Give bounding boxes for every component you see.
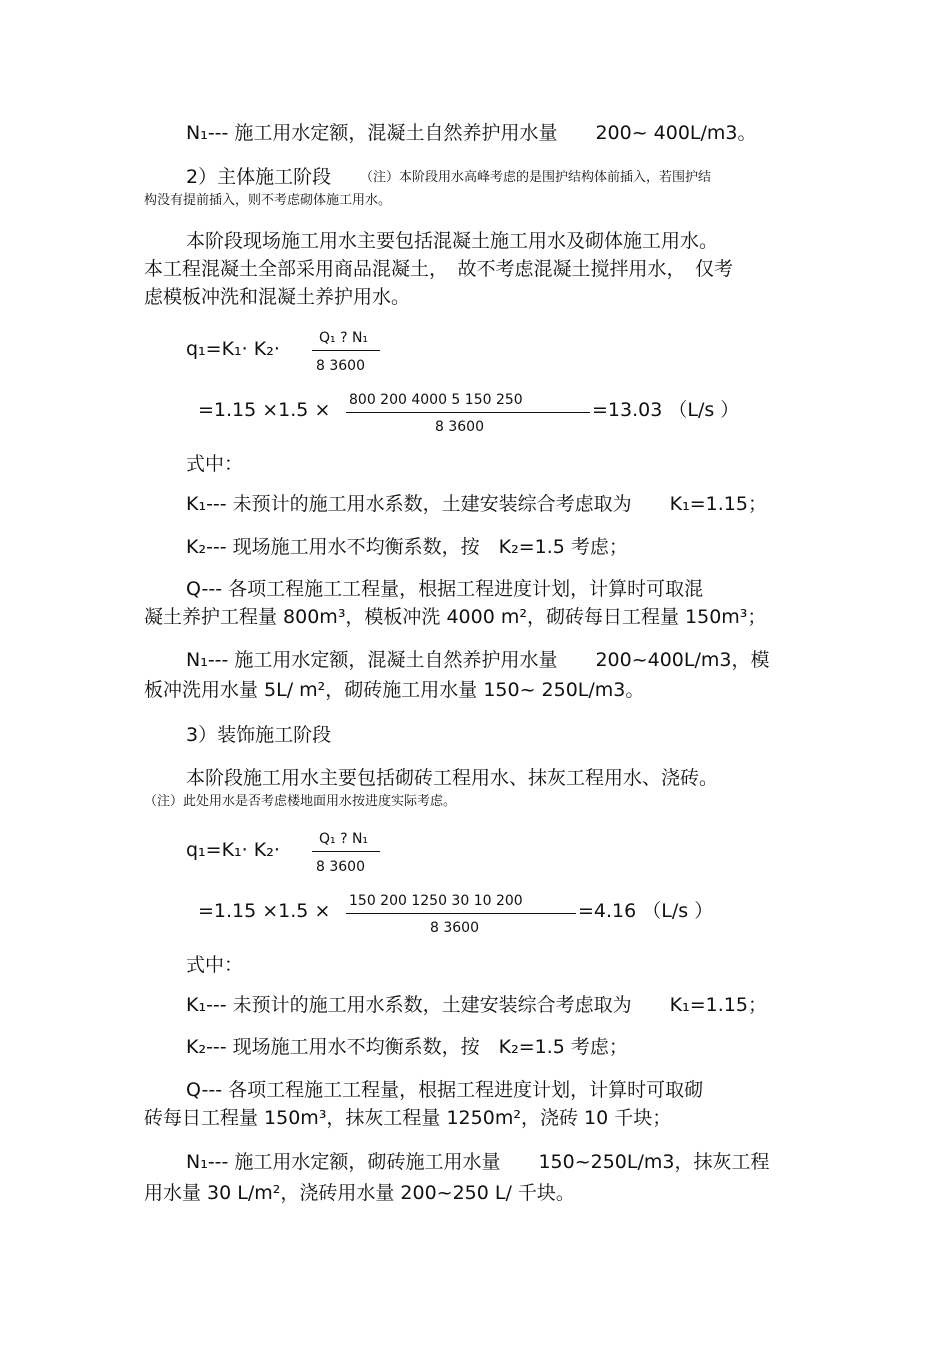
- formula-numerator: Q₁ ? N₁: [319, 831, 369, 847]
- note-text: （注）此处用水是否考虑楼地面用水按进度实际考虑。: [144, 794, 457, 809]
- formula-lhs: q₁=K₁· K₂·: [186, 338, 280, 360]
- paragraph-line: 凝土养护工程量 800m³，模板冲洗 4000 m²，砌砖每日工程量 150m³；: [144, 606, 767, 628]
- formula-numerator: 150 200 1250 30 10 200: [349, 893, 523, 909]
- formula-lhs: =1.15 ×1.5 ×: [198, 399, 331, 421]
- paragraph-line: Q--- 各项工程施工工程量，根据工程进度计划，计算时可取砌: [186, 1079, 704, 1101]
- paragraph-line: K₁--- 未预计的施工用水系数，土建安装综合考虑取为 K₁=1.15；: [186, 493, 767, 515]
- formula-lhs: q₁=K₁· K₂·: [186, 839, 280, 861]
- formula-denominator: 8 3600: [435, 419, 484, 435]
- formula-result: =13.03 （L/s ）: [592, 399, 740, 421]
- paragraph-line: Q--- 各项工程施工工程量，根据工程进度计划，计算时可取混: [186, 578, 704, 600]
- fraction-bar: [312, 851, 380, 852]
- paragraph-line: 砖每日工程量 150m³，抹灰工程量 1250m²，浇砖 10 千块；: [144, 1107, 672, 1129]
- paragraph-line: N₁--- 施工用水定额，砌砖施工用水量 150~250L/m3，抹灰工程: [186, 1151, 770, 1173]
- formula-lhs: =1.15 ×1.5 ×: [198, 900, 331, 922]
- paragraph-line: 虑模板冲洗和混凝土养护用水。: [144, 286, 411, 308]
- note-text: 构没有提前插入，则不考虑砌体施工用水。: [144, 193, 392, 208]
- formula-numerator: Q₁ ? N₁: [319, 330, 369, 346]
- formula-denominator: 8 3600: [316, 358, 365, 374]
- paragraph-line: 本阶段现场施工用水主要包括混凝土施工用水及砌体施工用水。: [186, 230, 719, 252]
- formula-numerator: 800 200 4000 5 150 250: [349, 392, 523, 408]
- paragraph-line: 用水量 30 L/m²，浇砖用水量 200~250 L/ 千块。: [144, 1182, 575, 1204]
- paragraph-line: K₁--- 未预计的施工用水系数，土建安装综合考虑取为 K₁=1.15；: [186, 994, 767, 1016]
- paragraph-line: N₁--- 施工用水定额，混凝土自然养护用水量 200~400L/m3，模: [186, 649, 770, 671]
- paragraph-line: 本阶段施工用水主要包括砌砖工程用水、抹灰工程用水、浇砖。: [186, 767, 719, 789]
- note-text: （注）本阶段用水高峰考虑的是围护结构体前插入，若围护结: [360, 170, 712, 185]
- paragraph-line: 式中：: [186, 453, 244, 475]
- section-heading: 3）装饰施工阶段: [186, 724, 332, 746]
- paragraph-line: 本工程混凝土全部采用商品混凝土， 故不考虑混凝土搅拌用水， 仅考: [144, 258, 734, 280]
- paragraph-line: K₂--- 现场施工用水不均衡系数，按 K₂=1.5 考虑；: [186, 536, 628, 558]
- paragraph-line: N₁--- 施工用水定额，混凝土自然养护用水量 200~ 400L/m3。: [186, 122, 757, 144]
- formula-denominator: 8 3600: [316, 859, 365, 875]
- paragraph-line: 式中：: [186, 954, 244, 976]
- section-heading: 2）主体施工阶段: [186, 166, 332, 188]
- paragraph-line: 板冲洗用水量 5L/ m²，砌砖施工用水量 150~ 250L/m3。: [144, 679, 645, 701]
- paragraph-line: K₂--- 现场施工用水不均衡系数，按 K₂=1.5 考虑；: [186, 1036, 628, 1058]
- fraction-bar: [346, 412, 590, 413]
- fraction-bar: [346, 913, 576, 914]
- fraction-bar: [312, 350, 380, 351]
- formula-denominator: 8 3600: [430, 920, 479, 936]
- formula-result: =4.16 （L/s ）: [578, 900, 714, 922]
